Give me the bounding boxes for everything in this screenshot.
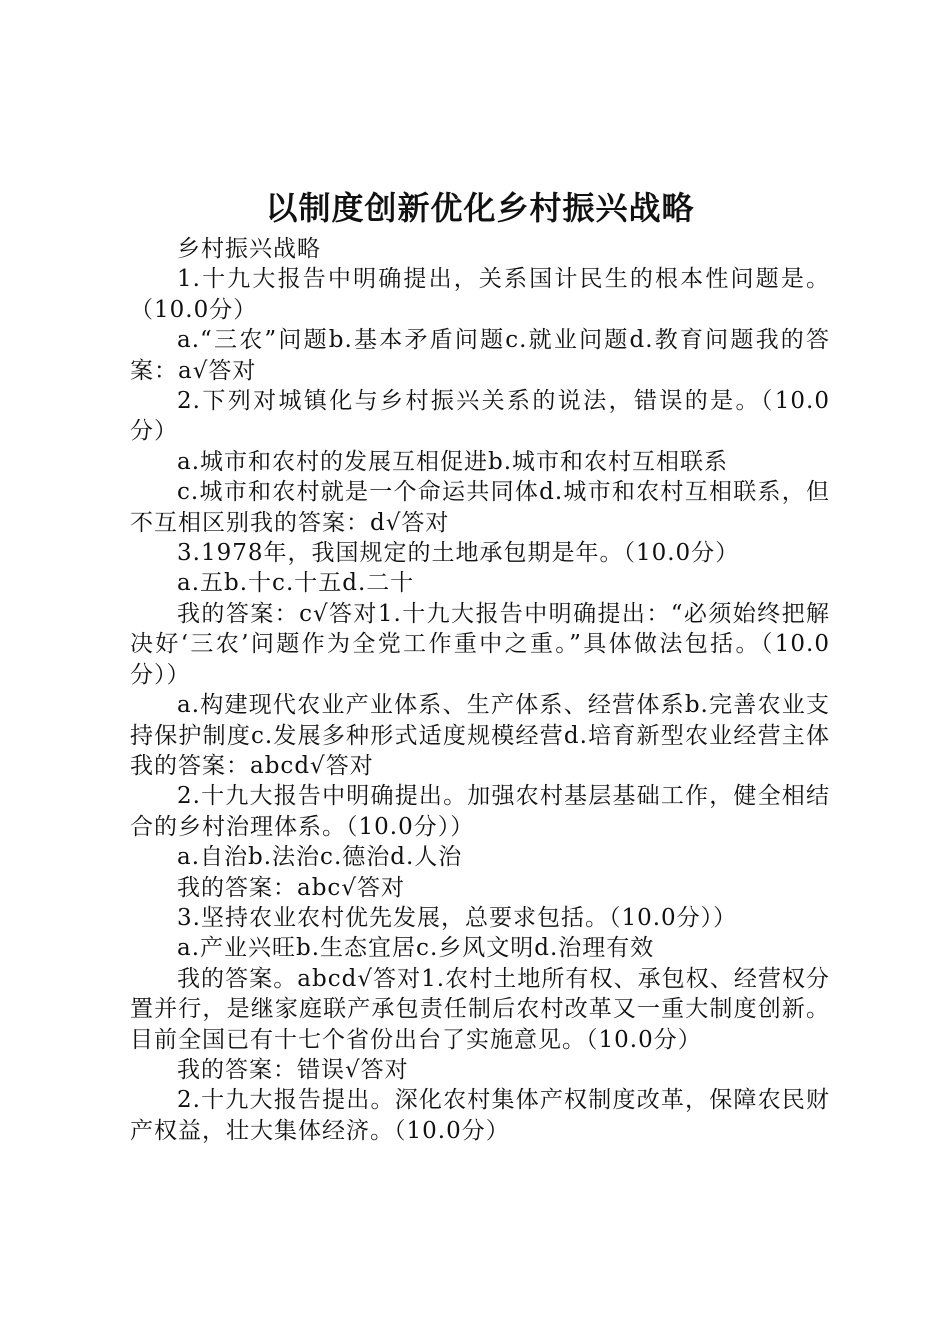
paragraph: a.产业兴旺b.生态宜居c.乡风文明d.治理有效 xyxy=(177,935,655,962)
document-title: 以制度创新优化乡村振兴战略 xyxy=(265,189,695,227)
paragraph: a.构建现代农业产业体系、生产体系、经营体系b.完善农业支持保护制度c.发展多种形式适度规模经营d.培育新型农业经营主体我的答案：abcd√答对 xyxy=(130,692,830,779)
paragraph: 我的答案：c√答对1.十九大报告中明确提出：“必须始终把解决好‘三农’问题作为全党工作重中之重。”具体做法包括。（10.0分）） xyxy=(130,600,830,688)
paragraph: 乡村振兴战略 xyxy=(177,236,321,262)
paragraph: a.五b.十c.十五d.二十 xyxy=(177,570,415,597)
paragraph: 3.1978年，我国规定的土地承包期是年。（10.0分） xyxy=(177,540,740,567)
paragraph: 2.十九大报告提出。深化农村集体产权制度改革，保障农民财产权益，壮大集体经济。（10.0分） xyxy=(130,1087,830,1144)
paragraph: 3.坚持农业农村优先发展，总要求包括。（10.0分）） xyxy=(177,904,738,931)
paragraph: 我的答案：abc√答对 xyxy=(177,874,405,901)
paragraph: 我的答案：错误√答对 xyxy=(177,1056,409,1083)
paragraph: a.“三农”问题b.基本矛盾问题c.就业问题d.教育问题我的答案：a√答对 xyxy=(130,327,830,384)
paragraph: 1.十九大报告中明确提出，关系国计民生的根本性问题是。（10.0分） xyxy=(130,266,830,323)
paragraph: 我的答案。abcd√答对1.农村土地所有权、承包权、经营权分置并行，是继家庭联产承包责任制后农村改革又一重大制度创新。目前全国已有十七个省份出台了实施意见。（10.0分） xyxy=(130,965,830,1053)
paragraph: a.城市和农村的发展互相促进b.城市和农村互相联系 xyxy=(177,448,729,475)
paragraph: 2.十九大报告中明确提出。加强农村基层基础工作，健全相结合的乡村治理体系。（10.0分）） xyxy=(130,783,830,840)
paragraph: c.城市和农村就是一个命运共同体d.城市和农村互相联系，但不互相区别我的答案：d√答对 xyxy=(130,479,830,536)
document-body xyxy=(130,234,830,1146)
paragraph: a.自治b.法治c.德治d.人治 xyxy=(177,844,463,871)
document-page xyxy=(130,186,830,1146)
paragraph: 2.下列对城镇化与乡村振兴关系的说法，错误的是。（10.0分） xyxy=(130,388,830,445)
